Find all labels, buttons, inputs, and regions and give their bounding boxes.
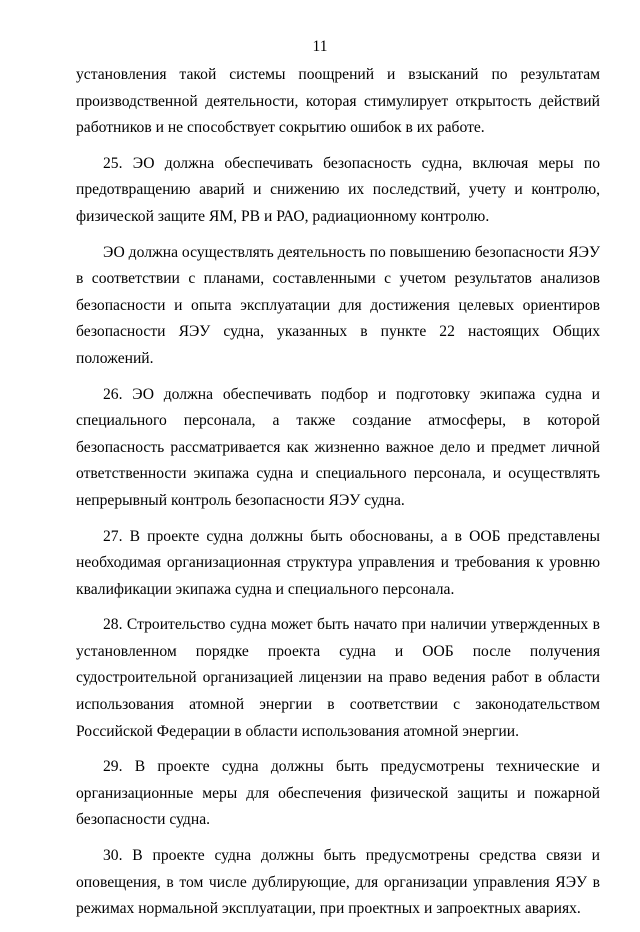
paragraph-item-27: 27. В проекте судна должны быть обоснованы, а в ООБ представлены необходимая организационная структура управления и требования к уровню квалификации экипажа судна и специального персонала.	[76, 527, 600, 598]
paragraph-item-25-continued: ЭО должна осуществлять деятельность по повышению безопасности ЯЭУ в соответствии с планами, составленными с учетом результатов анализов безопасности и опыта эксплуатации для достижения целевых ориентиров безопасности ЯЭУ судна, указанных в пункте 22 настоящих Общих положений.	[76, 243, 600, 367]
paragraph-item-26: 26. ЭО должна обеспечивать подбор и подготовку экипажа судна и специального персонала, а также создание атмосферы, в которой безопасность рассматривается как жизненно важное дело и предмет личной ответственности экипажа судна и специального персонала, и осуществлять непрерывный контроль безопасности ЯЭУ судна.	[76, 385, 600, 509]
paragraph-item-30: 30. В проекте судна должны быть предусмотрены средства связи и оповещения, в том числе дублирующие, для организации управления ЯЭУ в режимах нормальной эксплуатации, при проектных и запроектных авариях.	[76, 847, 600, 918]
page-number: 11	[312, 38, 328, 55]
paragraph-item-28: 28. Строительство судна может быть начато при наличии утвержденных в установленном порядке проекта судна и ООБ после получения судостроительной организацией лицензии на право ведения работ в области использования атомной энергии в соответствии с законодательством Российской Федерации в области использования атомной энергии.	[76, 616, 600, 740]
paragraph-item-25: 25. ЭО должна обеспечивать безопасность судна, включая меры по предотвращению аварий и снижению их последствий, учету и контролю, физической защите ЯМ, РВ и РАО, радиационному контролю.	[76, 154, 600, 225]
document-body	[76, 62, 600, 932]
paragraph-continuation: установления такой системы поощрений и взысканий по результатам производственной деятельности, которая стимулирует открытость действий работников и не способствует сокрытию ошибок в их работе.	[76, 66, 600, 137]
paragraph-item-29: 29. В проекте судна должны быть предусмотрены технические и организационные меры для обеспечения физической защиты и пожарной безопасности судна.	[76, 758, 600, 829]
